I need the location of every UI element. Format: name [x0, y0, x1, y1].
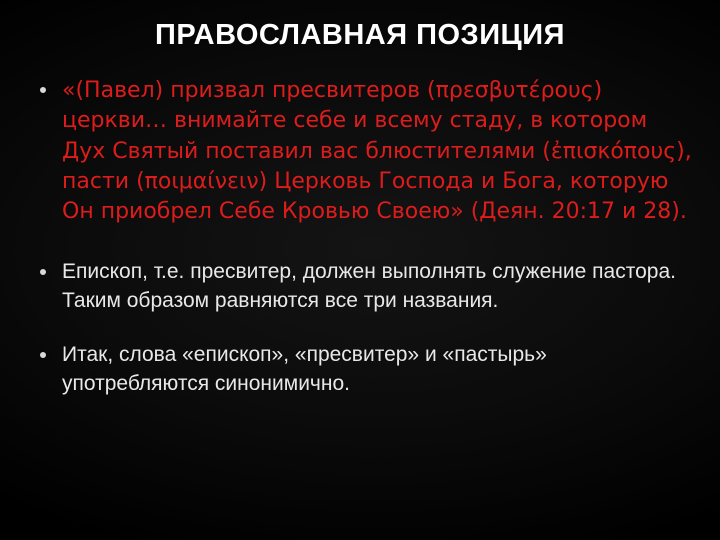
bullet-scripture-text: «(Павел) призвал пресвитеров (πρεσβυτέρους) церкви… внимайте себе и всему стаду, в котором Дух Святый поставил вас блюстителями (ἐπισκόπους), пасти (ποιμαίνειν) Церковь Господа и Бога, которую Он приобрел Себе Кровью Своею» (Деян. 20:17 и 28).: [62, 78, 692, 225]
list-item: [28, 341, 696, 399]
page-title: ПРАВОСЛАВНАЯ ПОЗИЦИЯ: [155, 19, 565, 51]
list-item: [28, 76, 696, 228]
bullet-synonyms-text: Итак, слова «епископ», «пресвитер» и «пастырь» употребляются синонимично.: [62, 343, 547, 396]
bullet-bishop-presbyter-text: Епископ, т.е. пресвитер, должен выполнять служение пастора. Таким образом равняются все три названия.: [62, 259, 676, 312]
list-item: [28, 258, 696, 316]
bullet-dot-icon: [40, 87, 46, 93]
slide-body: [28, 76, 696, 419]
bullet-dot-icon: [40, 352, 46, 358]
bullet-dot-icon: [40, 269, 46, 275]
